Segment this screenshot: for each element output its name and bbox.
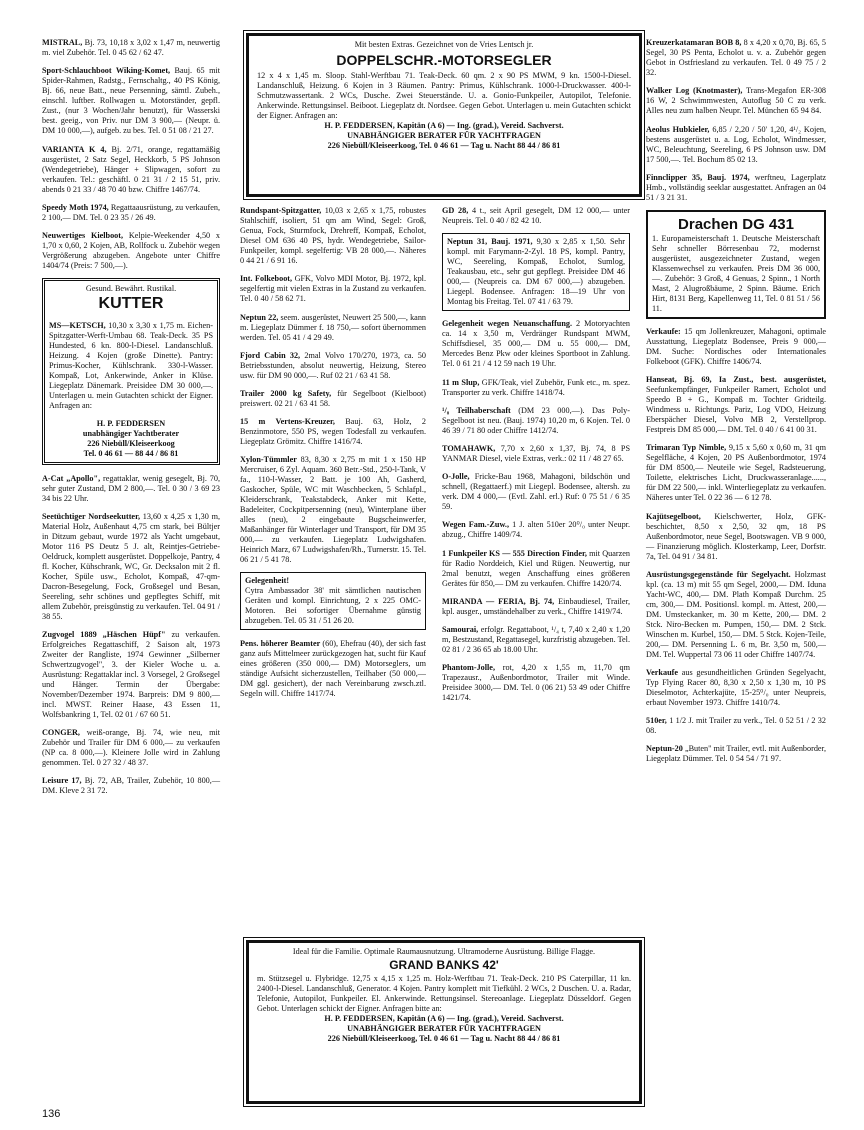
banner-intro: Mit besten Extras. Gezeichnet von de Vries Lentsch jr. <box>354 40 534 49</box>
ad-heading: A-Cat „Apollo", <box>42 473 101 483</box>
column-3 <box>442 198 630 710</box>
ad-text: Seefunkempfänger, Funkpeiler Ramert, Echolot und Speedo B + G., Kompaß m. Tochter Gridteilg. Windmess u. Richtungs. Pariz, Log VDO, Heizung Eberspächer Diesel, Volvo MB 2, Verstellprop. Festpreis DM 85 000,— DM. Tel. 0 40 / 6 41 00 31. <box>646 385 826 435</box>
classified-ad <box>442 597 630 617</box>
banner-contact-2: UNABHÄNGIGER BERATER FÜR YACHTFRAGEN <box>347 1024 541 1033</box>
ad-text: Einbaudiesel, Trailer, kpl. ausger., umständehalber zu verk., Chiffre 1419/74. <box>442 596 630 616</box>
classified-ad <box>42 231 220 271</box>
ad-heading: Int. Folkeboot, <box>240 274 293 284</box>
ad-text: „Buten" mit Trailer, evtl. mit Außenborder, Liegeplatz Dümmer. Tel. 0 54 54 / 71 97. <box>646 744 826 764</box>
column-4 <box>646 30 826 771</box>
ad-text: Bj. 72, AB, Trailer, Zubehör, 10 800,— DM. Kleve 2 31 72. <box>42 776 221 796</box>
ad-text: Bj. 2/71, orange, regattamäßig ausgerüstet, 2 Satz Segel, Heckkorb, 5 PS Johnson (Wendegetriebe), Hänger + Slipwagen, sofort zu verkaufen. Tel.: geschäftl. 0 21 31 / 2 15 51, priv. abends 0 21 33 / 48 70 40 bzw. Chiffre 1467/74. <box>42 144 221 194</box>
ad-heading: Walker Log (Knotmaster), <box>646 86 743 96</box>
ad-heading: Verkaufe <box>646 667 678 677</box>
ad-heading: Neptun 22, <box>240 312 279 322</box>
banner-contact-3: 226 Niebüll/Kleiseerkoog, Tel. 0 46 61 — Tag u. Nacht 88 44 / 86 81 <box>327 141 561 150</box>
classified-ad <box>646 570 826 660</box>
classified-ad <box>442 472 630 512</box>
classified-ad <box>42 203 220 223</box>
ad-text: Regattaausrüstung, zu verkaufen, 2 100,— DM. Tel. 0 23 35 / 26 49. <box>42 202 221 222</box>
classified-ad <box>646 512 826 562</box>
classified-ad <box>646 173 826 203</box>
banner-intro: Ideal für die Familie. Optimale Raumausnutzung. Ultramoderne Ausrüstung. Billige Flagge. <box>292 947 596 956</box>
banner-title: GRAND BANKS 42' <box>389 958 499 972</box>
ad-heading: Samourai, <box>442 624 479 634</box>
ad-heading: Neptun 31, Bauj. 1971, <box>447 237 533 247</box>
banner-body: m. Stützsegel u. Flybridge. 12,75 x 4,15 x 1,25 m. Holz-Werftbau 71. Teak-Deck. 210 PS Caterpillar, 11 kn. 2400-l-Diesel. Landanschluß, Generator. 4 Kojen. Pantry komplett mit Tiefkühl. 2 WCs, 2 Duschen. U. a. Radar, Telefonie, Autopilot, Funkpeiler. El. Ankerwinde. Rettungsinsel. Stereoanlage. Liegeplatz Düsseldorf. Gegen Gebot. Unterlagen schickt der Eigner. Anfragen bitte an: <box>257 974 631 1013</box>
ad-text: seem. ausgerüstet, Neuwert 25 500,—, kann m. Liegeplatz Dümmer f. 18 750,— sofort übernommen werden. Tel. 05 41 / 4 29 49. <box>240 312 427 342</box>
ad-text: GFK, Volvo MDI Motor, Bj. 1972, kpl. segelfertig mit vielen Extras in la Zustand zu verkaufen. Tel. 0 40 / 58 62 71. <box>240 274 427 304</box>
page-number: 136 <box>42 1108 61 1120</box>
ad-text: (60), Ehefrau (40), der sich fast ganz aufs Mittelmeer zurückgezogen hat, sucht für Kauf eines größeren (350 000,— DM) Motorseglers, um ständige Aufsicht sicherzustellen, Teilhaber (50 000,— DM ggl. gesichert), der nach Vereinbarung zwsch.ztl. Segeln will. Chiffre 1417/74. <box>240 638 426 698</box>
ad-heading: Rundspant-Spitzgatter, <box>240 206 322 216</box>
kutter-contact-phone: Tel. 0 46 61 — 88 44 / 86 81 <box>83 449 179 459</box>
ad-heading: Finnclipper 35, Bauj. 1974, <box>646 172 750 182</box>
ad-text: weiß-orange, Bj. 74, wie neu, mit Zubehör und Trailer für DM 6 000,— zu verkaufen (NP ca. 8 000,—). Kleinere Jolle wird in Zahlung genommen. Tel. 0 27 32 / 48 37. <box>42 728 221 768</box>
ad-heading: Gelegenheit wegen Neuanschaffung. <box>442 319 573 329</box>
classified-ad <box>240 639 426 699</box>
ad-heading: GD 28, <box>442 206 469 216</box>
ad-heading: Fjord Cabin 32, <box>240 350 301 360</box>
ad-heading: Ausrüstungsgegenstände für Segelyacht. <box>646 569 791 579</box>
ad-heading: Sport-Schlauchboot Wiking-Komet, <box>42 66 171 76</box>
ad-heading: MISTRAL, <box>42 38 83 48</box>
ad-text: Bauj. 63, Holz, 2 Benzinmotore, 550 PS, wegen Todesfall zu verkaufen. Liegeplatz Grömitz. Chiffre 1416/74. <box>240 417 426 447</box>
ad-heading: Leisure 17, <box>42 776 82 786</box>
classified-ad <box>442 444 630 464</box>
ad-text: werftneu, Lagerplatz Hmb., vollständig seeklar ausgestattet. Anfragen an 04 51 / 3 21 31. <box>646 172 826 202</box>
ad-heading: Trimaran Typ Nimble, <box>646 443 727 453</box>
column-2 <box>240 198 426 706</box>
classified-ad <box>240 351 426 381</box>
banner-contact-1: H. P. FEDDERSEN, Kapitän (A 6) — Ing. (grad.), Vereid. Sachverst. <box>324 121 564 130</box>
ad-heading: Neuwertiges Kielboot, <box>42 230 124 240</box>
ad-heading: 11 m Slup, <box>442 377 480 387</box>
ad-text: Fricke-Bau 1968, Mahagoni, bildschön und schnell, (Regattaerf.) mit Liegepl. Bodensee, altersh. zu verk. DM 4 000,— (Evtl. Zahl. erl.) Ruf: 0 75 51 / 6 35 59. <box>442 472 630 512</box>
classified-ad <box>442 663 630 703</box>
ad-text: 1 J. alten 510er 20⁰/₀ unter Neupr. abzug., Chiffre 1409/74. <box>442 520 630 540</box>
ad-text: 13,60 x 4,25 x 1,30 m, Material Holz, Außenhaut 4,75 cm stark, bei Bültjer in Ditzum gebaut, wurde 1972 als Yacht umgebaut, Motor 116 PS Deutz 5 J. alt, Reintjes-Getriebe-Oeldruck, komplett ausgerüstet. Doppelkoje, Pantry, 4 fl. Kocher, Kühschrank, WC, Gr. Decksalon mit 2 fl. Kocher, Spüle usw., Echolot, Kompaß, 47-qm-Dacron-Besegelung, Fock, Großsegel und Besan, Seereling, sehr schönes und gepflegtes Schiff, mit allem Zubehör, preisgünstig zu verkaufen. Tel. 04 91 / 38 55. <box>42 511 220 621</box>
ad-heading: Xylon-Tümmler <box>240 455 297 465</box>
ad-heading: Zugvogel 1889 „Häschen Hüpf" <box>42 629 166 639</box>
ad-text: 2 Motoryachten ca. 14 x 3,50 m, Verdränger Rundspant MWM, Schiffsdiesel, 35 000,— DM u. 55 000,— DM, Mercedes Benz Pkw oder kleines Sportboot in Zahlung. Tel. 0 61 21 / 4 12 59 nach 19 Uhr. <box>442 319 630 369</box>
classified-ad <box>442 206 630 226</box>
ad-heading: TOMAHAWK, <box>442 443 496 453</box>
ad-text: 9,15 x 5,60 x 0,60 m, 31 qm Segelfläche, 4 Kojen, 20 PS Außenbordmotor, 1974 für DM 8500,— Neuteile wie Segel, Radsteuerung, Toilette, elektrisches Licht, Druckwasseranlage......, für DM 22 500,— inkl. Winterliegeplatz zu verkaufen. Näheres unter Tel. 0 22 36 — 6 12 78. <box>646 443 827 503</box>
ad-heading: Hanseat, Bj. 69, Ia Zust., best. ausgerüstet, <box>646 375 826 385</box>
ad-heading: 1 Funkpeiler KS — 555 Direction Finder, <box>442 548 587 558</box>
ad-heading: MS—KETSCH, <box>49 321 106 331</box>
ad-text: 6,85 / 2,20 / 50' 1,20, 4¹/₂ Kojen, bestens ausgerüstet u. a. Log, Echolot, Windmesser, WC, Beleuchtung, Seereling, 6 PS Johnson usw. DM 17 500,—. Tel. Bochum 85 02 13. <box>646 124 826 164</box>
classified-ad <box>42 512 220 622</box>
classified-ad <box>442 625 630 655</box>
ad-text: mit Quarzen für Radio Norddeich, Kiel und Rügen. Neuwertig, nur 2mal benutzt, wegen Anschaffung eines größeren Gerätes für 850,— DM zu verkaufen. Chiffre 1420/74. <box>442 548 630 588</box>
ad-text: (DM 23 000,—). Das Poly-Segelboot ist neu. (Bauj. 1974) 10,20 m, 6 Kojen. Tel. 0 46 39 / 71 80 oder Chiffre 1412/74. <box>442 405 631 435</box>
ad-heading: 15 m Vertens-Kreuzer, <box>240 417 335 427</box>
ad-heading: O-Jolle, <box>442 472 470 482</box>
ad-text: Bauj. 65 mit Spider-Rahmen, Radstg., Fernschaltg., 40 PS König, Bj. 66, neue Batt., neue Persenning, sämtl. Zubeh., einschl. luftber. Rollwagen u. Motorständer, gepfl. Zust., (nur 3 Wochen/Jahr benutzt), für Wasserski best. geeig., von Priv. nur DM 3 900,— (Neupr. ü. DM 10 000,—), aufgeb. zu bes. Tel. 0 51 08 / 21 27. <box>42 66 220 136</box>
classified-ad <box>240 313 426 343</box>
ad-heading: CONGER, <box>42 728 80 738</box>
ad-text: 83, 8,30 x 2,75 m mit 1 x 150 HP Mercruiser, 6 Zyl. Aquam. 360 Betr.-Std., 250-l-Tank, V fa., 110-l-Wasser, 2 Batt. je 100 Ah, Gasherd, Gaskocher, Spüle, WC mit Waschbecken, 5 Schlafpl., Kleiderschrank, Teakstabdeck, Anker mit Kette, Badeleiter, Cockpitpersenning (neu), Winterplane über alles (neu), 2 eingebaute Bugscheinwerfer, Maßanhänger für Winterlager und Transport, für DM 35 000,— zu verkaufen. Liegeplatz Ludwigshafen. Heinrich Marz, 67 Ludwigshafen/Rh., Turnerstr. 15. Tel. 06 21 / 5 41 78. <box>240 455 426 565</box>
classified-ad <box>442 319 630 369</box>
ad-text: 4 t., seit April gesegelt, DM 12 000,— unter Neupreis. Tel. 0 40 / 82 42 10. <box>442 206 631 226</box>
top-banner-ad <box>246 33 642 197</box>
classified-ad <box>646 86 826 116</box>
classified-ad <box>42 776 220 796</box>
classified-ad <box>42 38 220 58</box>
classified-ad <box>646 125 826 165</box>
kutter-title: KUTTER <box>98 294 164 312</box>
ad-heading: Trailer 2000 kg Safety, <box>240 388 332 398</box>
ad-heading: ¹/₈ Teilhaberschaft <box>442 405 511 415</box>
ad-text: 2mal Volvo 170/270, 1973, ca. 50 Betriebsstunden, absolut neuwertig, Heizung, Stereo usw. für DM 90 000,—. Ruf 02 21 / 63 41 58. <box>240 350 426 380</box>
ad-text: regattaklar, wenig gesegelt, Bj. 70, sehr guter Zustand, DM 2 800,—. Tel. 0 30 / 3 69 23 34 bis 22 Uhr. <box>42 473 221 503</box>
kutter-boxed-ad <box>42 278 220 465</box>
ad-text: Kielschwerter, Holz, GFK-beschichtet, 8,50 x 2,50, 32 qm, 18 PS Außenbordmotor, neue Segel, Bootswagen. VB 9 000,— Finanzierung möglich. Klosterkamp, Leer, Dorfstr. 7a, Tel. 04 91 / 34 81. <box>646 511 826 561</box>
ad-heading: Phantom-Jolle, <box>442 663 495 673</box>
ad-heading: VARIANTA K 4, <box>42 144 107 154</box>
ad-text: Holzmast kpl. (ca. 13 m) mit 55 qm Segel, 2000,— DM. Iduna Yacht-WC, 400,— DM. Plath Kompaß Durchm. 25 cm, 300,— DM. Positionsl. kompl. m. Attest, 200,— DM. Umsteckanker, m. 30 m Kette, 200,— DM. 2 Stck. Niro-Becken m. Pumpen, 150,— DM. 2 Stck. Winschen m. Kurbel, 150,— DM. 5 Stck. Kojen-Teile, 200,— DM. Persenning L. 6 m, Br. 3,50 m, 500,— DM. Tel. Wuppertal 73 06 11 oder Chiffre 1407/74. <box>646 569 826 659</box>
banner-title: DOPPELSCHR.-MOTORSEGLER <box>336 52 552 68</box>
ad-text: 8 x 4,20 x 0,70, Bj. 65, 5 Segel, 30 PS Penta, Echolot u. v. a. Zubehör gegen Gebot in Ostfriesland zu verkaufen. Tel. 0 49 75 / 2 32. <box>646 38 826 78</box>
classified-ad <box>240 389 426 409</box>
classified-ad <box>42 66 220 136</box>
classified-ad <box>240 274 426 304</box>
ad-text: 7,70 x 2,60 x 1,37, Bj. 74, 8 PS YANMAR Diesel, viele Extras, verk.: 02 11 / 48 27 65. <box>442 443 631 463</box>
classified-ad <box>240 417 426 447</box>
banner-contact-3: 226 Niebüll/Kleiseerkoog, Tel. 0 46 61 — Tag u. Nacht 88 44 / 86 81 <box>327 1034 561 1043</box>
ad-heading: Seetüchtiger Nordseekutter, <box>42 511 140 521</box>
neptun-boxed-ad <box>442 233 630 311</box>
ad-heading: Verkaufe: <box>646 326 681 336</box>
ad-heading: Kajütsegelboot, <box>646 511 701 521</box>
ad-heading: Neptun-20 <box>646 744 683 754</box>
ad-heading: Aeolus Hubkieler, <box>646 124 710 134</box>
classified-ad <box>442 406 630 436</box>
kutter-contact-address: 226 Niebüll/Kleiseerkoog <box>87 439 175 449</box>
classified-ad <box>240 206 426 266</box>
ad-heading: Kreuzerkatamaran BOB 8, <box>646 38 742 48</box>
gelegenheit-boxed-ad <box>240 572 426 630</box>
ad-text: für Segelboot (Kielboot) preiswert. 02 21 / 63 41 58. <box>240 388 426 408</box>
ad-text: GFK/Teak, viel Zubehör, Funk etc., m. spez. Transporter zu verk. Chiffre 1418/74. <box>442 377 630 397</box>
ad-text: 1. Europameisterschaft 1. Deutsche Meisterschaft Sehr schneller Börresenbau 72, modernst ausgerüstet, ausgezeichneter Zustand, wegen Klassenwechsel zu verkaufen. Preis DM 36 000,—. Zubehör: 3 Groß, 4 Genuas, 2 Spinn., 1 North Mast, 2 Alugroßbäume, 2 Spinn. Bäume. Erich Hirt, 8131 Berg, Kapellenweg 11, Tel. 0 81 51 / 56 11. <box>652 233 820 313</box>
ad-text: zu verkaufen. Erfolgreiches Regattaschiff, 2 Saison alt, 1973 Zweiter der Rangliste, 1974 Gewinner „Silberner Schwertzugvogel", 3. der Kieler Woche u. a. Ausrüstung: Regattaklar incl. 3 Vorsegel, 2 Großsegel und Hänger. Termin der Übergabe: November/Dezember 1974. Barpreis: DM 9 800,— incl. MWST. Reiner Haase, 43 Essen 11, Wolfsbankring 1, Tel. 02 01 / 67 60 51. <box>42 629 221 719</box>
classified-ad <box>42 474 220 504</box>
drachen-boxed-ad <box>646 210 826 319</box>
ad-text: 1 1/2 J. mit Trailer zu verk., Tel. 0 52 51 / 2 32 08. <box>646 716 826 736</box>
classified-ad <box>240 455 426 565</box>
classified-ad <box>646 716 826 736</box>
ad-text: 10,03 x 2,65 x 1,75, robustes Stahlschiff, isoliert, 51 qm am Wind, Segel: Groß, Genua, Fock, Sturmfock, Drehreff, Kompaß, Echolot, Diesel OM 636 40 PS, hydr. Wendegetriebe, Sailor-Funkpeiler, kompl. segelfertig: VB 28 000,—. Näheres 0 44 21 / 6 91 16. <box>240 206 426 266</box>
classified-ad <box>442 549 630 589</box>
ad-heading: Pens. höherer Beamter <box>240 638 321 648</box>
banner-contact-1: H. P. FEDDERSEN, Kapitän (A 6) — Ing. (grad.), Vereid. Sachverst. <box>324 1014 564 1023</box>
ad-text: erfolgr. Regattaboot, ¹/₄ t, 7,40 x 2,40 x 1,20 m, Bestzustand, Regattasegel, kurzfristig abzugeben. Tel. 02 81 / 2 36 65 ab 18.00 Uhr. <box>442 624 631 654</box>
ad-text: 10,30 x 3,30 x 1,75 m. Eichen-Spitzgatter-Werft-Umbau 68. Teak-Deck. 35 PS Hundested, 6 kn. 800-l-Diesel. Landanschluß. Heizung. 4 Kojen (große Dinette). Pantry: Primus-Kocher, Kühlschrank. 330-l-Wasser. Kompaß, Lot, Ankerwinde, Anker in Klüse. Liegeplatz Dänemark. Preisidee DM 30 000,—. Unterlagen u. mein Gutachten schickt der Eigner. Anfragen an: <box>49 321 214 411</box>
ad-text: 9,30 x 2,85 x 1,50. Sehr kompl. mit Farymann-2-Zyl. 18 PS, kompl. Pantry, WC, Seereling, Kompaß, Echolot, Sumlog, Teakausbau, etc., sehr gut gepflegt. Preisidee DM 46 000,— (Neupreis ca. DM 67 000,—) abzugeben. Liegepl. Bodensee. Anfragen: 18—19 Uhr von Montag bis Freitag. Tel. 07 41 / 63 79. <box>447 237 625 307</box>
ad-text: Bj. 73, 10,18 x 3,02 x 1,47 m, neuwertig m. viel Zubehör. Tel. 0 45 62 / 62 47. <box>42 38 221 58</box>
ad-text: Cytra Ambassador 38' mit sämtlichen nautischen Geräten und kompl. Einrichtung, 2 x 225 OMC-Motoren. Bei sofortiger Übernahme günstig abzugeben. Tel. 05 31 / 51 26 20. <box>245 586 421 626</box>
ad-text: Trans-Megafon ER-308 16 W, 2 Schwimmwesten, Autoflug 50 C zu verk. Alles neu zum halben Neupr. Tel. München 65 94 84. <box>646 86 827 116</box>
classified-ad <box>646 38 826 78</box>
classified-ad <box>646 744 826 764</box>
kutter-intro: Gesund. Bewährt. Rustikal. <box>85 283 177 293</box>
ad-text: aus gesundheitlichen Gründen Segelyacht, Typ Flying Racer 80, 8,30 x 2,50 x 1,30 m, 10 PS Dieselmotor, Achterkajüte, 15-25⁰/₀ unter Neupreis, erbaut November 1973. Chiffre 1410/74. <box>646 667 826 707</box>
ad-heading: 510er, <box>646 716 667 726</box>
classified-ad <box>442 520 630 540</box>
classified-ad <box>442 378 630 398</box>
drachen-title: Drachen DG 431 <box>678 215 794 233</box>
kutter-contact-title: unabhängiger Yachtberater <box>82 429 180 439</box>
classified-ad <box>646 443 826 503</box>
classified-ad <box>646 375 826 435</box>
classified-ad <box>42 630 220 720</box>
banner-contact-2: UNABHÄNGIGER BERATER FÜR YACHTFRAGEN <box>347 131 541 140</box>
classified-ad <box>42 728 220 768</box>
ad-heading: Gelegenheit! <box>245 576 290 586</box>
ad-text: Kelpie-Weekender 4,50 x 1,70 x 0,60, 2 Kojen, AB, Rollfock u. Zubehör wegen Vergrößerung abzugeben. Angebote unter Chiffre 1404/74 (Preis: 7 500,—). <box>42 230 221 270</box>
classified-ad <box>646 668 826 708</box>
ad-heading: Wegen Fam.-Zuw., <box>442 520 509 530</box>
bottom-banner-ad <box>246 940 642 1104</box>
ad-heading: Speedy Moth 1974, <box>42 202 109 212</box>
ad-heading: MIRANDA — FERIA, Bj. 74, <box>442 596 555 606</box>
ad-text: 15 qm Jollenkreuzer, Mahagoni, optimale Ausstattung, Liegeplatz Bodensee, Preis 9 000,— DM. Suche: Nordisches oder Internationales Folkeboot (GFK). Chiffre 1406/74. <box>646 326 826 366</box>
kutter-contact-name: H. P. FEDDERSEN <box>96 419 166 429</box>
ad-text: rot, 4,20 x 1,55 m, 11,70 qm Trapezausr., Außenbordmotor, Trailer mit Winde. Preisidee 3000,— DM. Tel. 0 (06 21) 53 49 oder Chiffre 1421/74. <box>442 663 631 703</box>
banner-body: 12 x 4 x 1,45 m. Sloop. Stahl-Werftbau 71. Teak-Deck. 60 qm. 2 x 90 PS MWM, 9 kn. 1500-l-Diesel. Landanschluß, Heizung. 6 Kojen in 3 Räumen. Pantry: Primus, Kühlschrank. 1000-l-Druckwasser. 400-l-Schmutzwassertank. 2 WCs, Dusche. Zwei Steuerstände. U. a. Gonio-Funkpeiler, Autopilot, Telefonie. Ankerwinde. Rettungsinsel. Beiboot. Liegeplatz dt. Nordsee. Gegen Gebot. Unterlagen u. mein Gutachten schickt der Eigner. Anfragen an: <box>257 71 631 120</box>
classified-ad <box>42 145 220 195</box>
column-1 <box>42 30 220 803</box>
classified-ad <box>646 327 826 367</box>
